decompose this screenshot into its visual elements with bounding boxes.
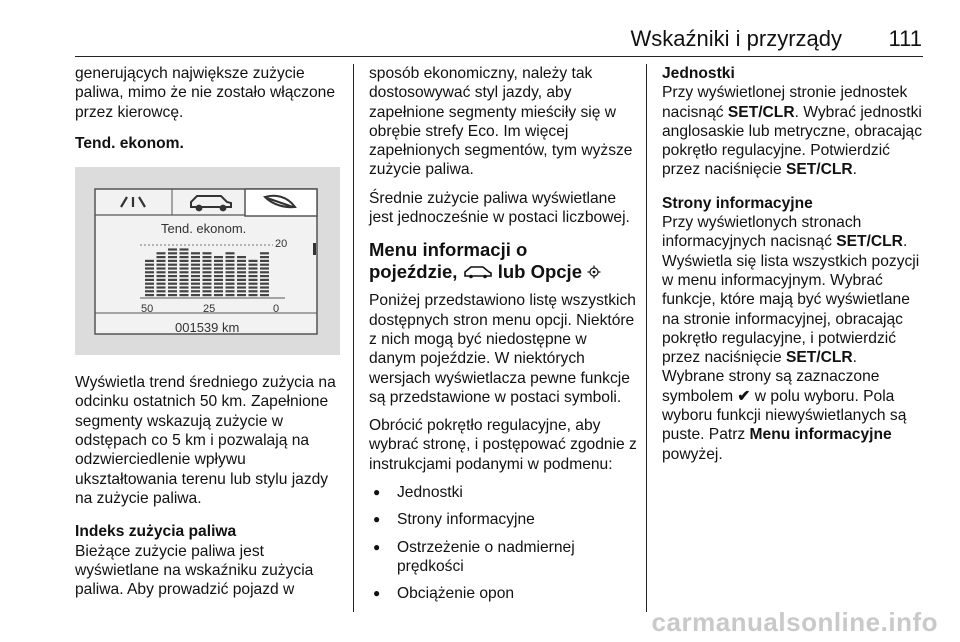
watermark: carmanualsonline.info — [651, 607, 938, 637]
bar-segment — [180, 294, 189, 296]
bar-segment — [157, 252, 166, 254]
bar-segment — [226, 271, 235, 273]
bar-segment — [168, 256, 177, 258]
bar-segment — [214, 256, 223, 258]
bar-segment — [237, 275, 246, 277]
paragraph: Poniżej przedstawiono listę wszystkich dostępnych stron menu opcji. Niektóre z nich mogą być niedostępne w danym pojeździe. W niektórych wersjach wyświetlacza pewne funkcje są przedstawione w postaci symboli. — [369, 292, 636, 406]
bar-segment — [180, 264, 189, 266]
bar-segment — [237, 283, 246, 285]
bar-segment — [203, 294, 212, 296]
paragraph: generujących największe zużycie paliwa, mimo że nie zostało włączone przez kierowcę. — [75, 65, 336, 121]
x-label-50: 50 — [141, 303, 154, 316]
bar-segment — [226, 283, 235, 285]
list-item: ● Obciążenie opon — [369, 584, 637, 603]
bar-segment — [168, 275, 177, 277]
bar-segment — [237, 268, 246, 270]
column-2 — [369, 64, 637, 612]
scale-top-label: 20 — [275, 238, 288, 251]
bar-segment — [157, 290, 166, 292]
bar-segment — [157, 283, 166, 285]
bar-segment — [191, 279, 200, 281]
bar-segment — [203, 252, 212, 254]
bar-segment — [191, 256, 200, 258]
heading-line-1: Menu informacji o — [369, 239, 528, 261]
bar-segment — [157, 264, 166, 266]
bar-segment — [203, 260, 212, 262]
bar-segment — [157, 268, 166, 270]
bar-segment — [226, 290, 235, 292]
bar-segment — [180, 260, 189, 262]
bar-segment — [180, 256, 189, 258]
bar-segment — [203, 287, 212, 289]
bar-segment — [180, 275, 189, 277]
reference-link: Menu informacyjne — [749, 426, 892, 444]
bar-segment — [168, 260, 177, 262]
bar-segment — [260, 271, 269, 273]
bar-segment — [249, 287, 258, 289]
bar-segment — [237, 260, 246, 262]
bar-segment — [180, 290, 189, 292]
bar-segment — [237, 256, 246, 258]
bar-segment — [237, 279, 246, 281]
bar-segment — [226, 287, 235, 289]
options-list — [369, 483, 637, 603]
paragraph: Przy wyświetlonej stronie jednostek nacisnąć SET/CLR. Wybrać jednostki anglosaskie lub metryczne, obracając pokrętło regulacyjne. Potwierdzić przez naciśnięcie SET/CLR. — [662, 84, 923, 179]
bar-segment — [203, 283, 212, 285]
bar-segment — [260, 275, 269, 277]
bar-segment — [168, 271, 177, 273]
bar-segment — [191, 283, 200, 285]
bar-segment — [168, 264, 177, 266]
bar-segment — [191, 290, 200, 292]
x-label-0: 0 — [273, 303, 280, 316]
column-divider-1 — [353, 64, 354, 612]
bar-segment — [260, 268, 269, 270]
bar-segment — [168, 268, 177, 270]
bar-segment — [180, 249, 189, 251]
section-heading: Indeks zużycia paliwa — [75, 523, 237, 541]
list-item: ● Ostrzeżenie o nadmiernej prędkości — [369, 538, 637, 577]
bar-segment — [203, 290, 212, 292]
bar-segment — [191, 271, 200, 273]
bar-segment — [145, 260, 154, 262]
header-title: Wskaźniki i przyrządy — [630, 26, 842, 51]
section-heading: Strony informacyjne — [662, 194, 813, 212]
bar-segment — [157, 275, 166, 277]
bar-segment — [145, 271, 154, 273]
paragraph: Przy wyświetlonych stronach informacyjnych nacisnąć SET/CLR. Wyświetla się lista wszystkich pozycji w menu informacyjnym. Wybrać funkcje, które mają być wyświetlane na stronie informacyjnej, obracając pokrętło regulacyjne, i potwierdzić przez naciśnięcie SET/CLR. — [662, 214, 920, 367]
bar-segment — [226, 264, 235, 266]
bar-segment — [157, 294, 166, 296]
bar-segment — [203, 275, 212, 277]
section-heading-menu — [369, 239, 637, 283]
bar-segment — [237, 294, 246, 296]
column-3 — [662, 64, 928, 473]
bar-segment — [168, 287, 177, 289]
bar-segment — [237, 287, 246, 289]
bar-segment — [226, 294, 235, 296]
bar-segment — [203, 279, 212, 281]
bar-segment — [168, 290, 177, 292]
bar-segment — [226, 268, 235, 270]
bar-segment — [145, 268, 154, 270]
heading-line-2b: lub Opcje — [497, 261, 582, 283]
bar-segment — [260, 279, 269, 281]
bar-segment — [237, 290, 246, 292]
bar-segment — [260, 260, 269, 262]
bar-segment — [168, 252, 177, 254]
bar-segment — [168, 283, 177, 285]
bar-segment — [191, 275, 200, 277]
bar-segment — [157, 260, 166, 262]
bar-segment — [214, 271, 223, 273]
page-number: 111 — [888, 26, 922, 51]
bar-segment — [260, 252, 269, 254]
bar-segment — [237, 271, 246, 273]
bar-segment — [260, 264, 269, 266]
bar-segment — [226, 275, 235, 277]
bar-segment — [260, 290, 269, 292]
bar-segment — [168, 294, 177, 296]
bar-segment — [157, 287, 166, 289]
section-heading: Tend. ekonom. — [75, 134, 184, 152]
bar-segment — [214, 287, 223, 289]
header-rule — [75, 56, 923, 57]
bar-segment — [249, 271, 258, 273]
heading-line-2a: pojeździe, — [369, 261, 458, 283]
bar-segment — [157, 271, 166, 273]
key-label: SET/CLR — [727, 103, 795, 121]
bar-segment — [145, 279, 154, 281]
paragraph: Średnie zużycie paliwa wyświetlane jest jednocześnie w postaci liczbowej. — [369, 189, 630, 227]
bar-segment — [226, 256, 235, 258]
bar-segment — [214, 279, 223, 281]
bar-segment — [226, 260, 235, 262]
bar-segment — [168, 249, 177, 251]
bar-segment — [260, 256, 269, 258]
bar-segment — [180, 287, 189, 289]
bar-segment — [249, 275, 258, 277]
bar-segment — [168, 279, 177, 281]
key-label: SET/CLR — [785, 349, 853, 367]
checkmark-icon: ✔ — [737, 387, 751, 405]
bar-segment — [145, 283, 154, 285]
list-item: ● Strony informacyjne — [369, 510, 637, 529]
bar-segment — [180, 283, 189, 285]
bar-segment — [214, 260, 223, 262]
bar-segment — [260, 287, 269, 289]
bar-segment — [249, 264, 258, 266]
paragraph: Obrócić pokrętło regulacyjne, aby wybrać stronę, i postępować zgodnie z instrukcjami podanymi w podmenu: — [369, 417, 637, 473]
bar-segment — [191, 260, 200, 262]
bar-segment — [214, 283, 223, 285]
key-label: SET/CLR — [785, 161, 853, 179]
bar-segment — [214, 294, 223, 296]
bar-segment — [180, 252, 189, 254]
car-icon — [463, 265, 493, 279]
screen-title: Tend. ekonom. — [161, 221, 247, 237]
bar-segment — [203, 271, 212, 273]
paragraph: sposób ekonomiczny, należy tak dostosowywać styl jazdy, aby zapełnione segmenty mieściły się w obrębie strefy Eco. Im więcej zapełnionych segmentów, tym wyższe zużycie paliwa. — [369, 65, 633, 179]
bar-segment — [214, 275, 223, 277]
paragraph: Wybrane strony są zaznaczone symbolem ✔ w polu wyboru. Pola wyboru funkcji niewyświetlanych są puste. Patrz Menu informacyjne powyżej. — [662, 368, 907, 463]
bar-segment — [191, 252, 200, 254]
bar-segment — [249, 279, 258, 281]
bar-segment — [203, 268, 212, 270]
bar-segment — [203, 256, 212, 258]
bar-segment — [249, 260, 258, 262]
bar-segment — [226, 252, 235, 254]
bar-segment — [191, 268, 200, 270]
bar-segment — [249, 294, 258, 296]
list-item: ● Jednostki — [369, 483, 637, 502]
bar-segment — [180, 271, 189, 273]
bar-segment — [145, 290, 154, 292]
bar-segment — [145, 287, 154, 289]
bar-segment — [145, 275, 154, 277]
bar-segment — [214, 268, 223, 270]
bar-segment — [157, 256, 166, 258]
bar-segment — [260, 283, 269, 285]
x-label-25: 25 — [203, 303, 216, 316]
bar-segment — [180, 279, 189, 281]
column-divider-2 — [646, 64, 647, 612]
bar-segment — [157, 279, 166, 281]
bar-segment — [260, 294, 269, 296]
bar-segment — [145, 264, 154, 266]
paragraph: Bieżące zużycie paliwa jest wyświetlane na wskaźniku zużycia paliwa. Aby prowadzić pojazd w — [75, 542, 314, 599]
column-1 — [75, 64, 345, 599]
bar-segment — [191, 264, 200, 266]
gear-icon — [587, 265, 601, 279]
bar-segment — [249, 268, 258, 270]
bar-segment — [214, 264, 223, 266]
bar-segment — [191, 287, 200, 289]
paragraph: Wyświetla trend średniego zużycia na odcinku ostatnich 50 km. Zapełnione segmenty wskazują zużycie w odstępach co 5 km i pozwalają na odzwierciedlenie wpływu ukształtowania terenu lub stylu jazdy na zużycie paliwa. — [75, 374, 336, 507]
bar-segment — [226, 279, 235, 281]
bar-segment — [249, 290, 258, 292]
bar-segment — [180, 268, 189, 270]
bar-segment — [203, 264, 212, 266]
odometer-readout: 001539 km — [175, 320, 240, 336]
key-label: SET/CLR — [836, 233, 903, 251]
section-heading: Jednostki — [662, 65, 735, 82]
eco-trend-display-figure — [75, 167, 340, 355]
bar-segment — [191, 294, 200, 296]
bar-segment — [145, 294, 154, 296]
bar-segment — [249, 283, 258, 285]
bar-segment — [214, 290, 223, 292]
bar-segment — [237, 264, 246, 266]
